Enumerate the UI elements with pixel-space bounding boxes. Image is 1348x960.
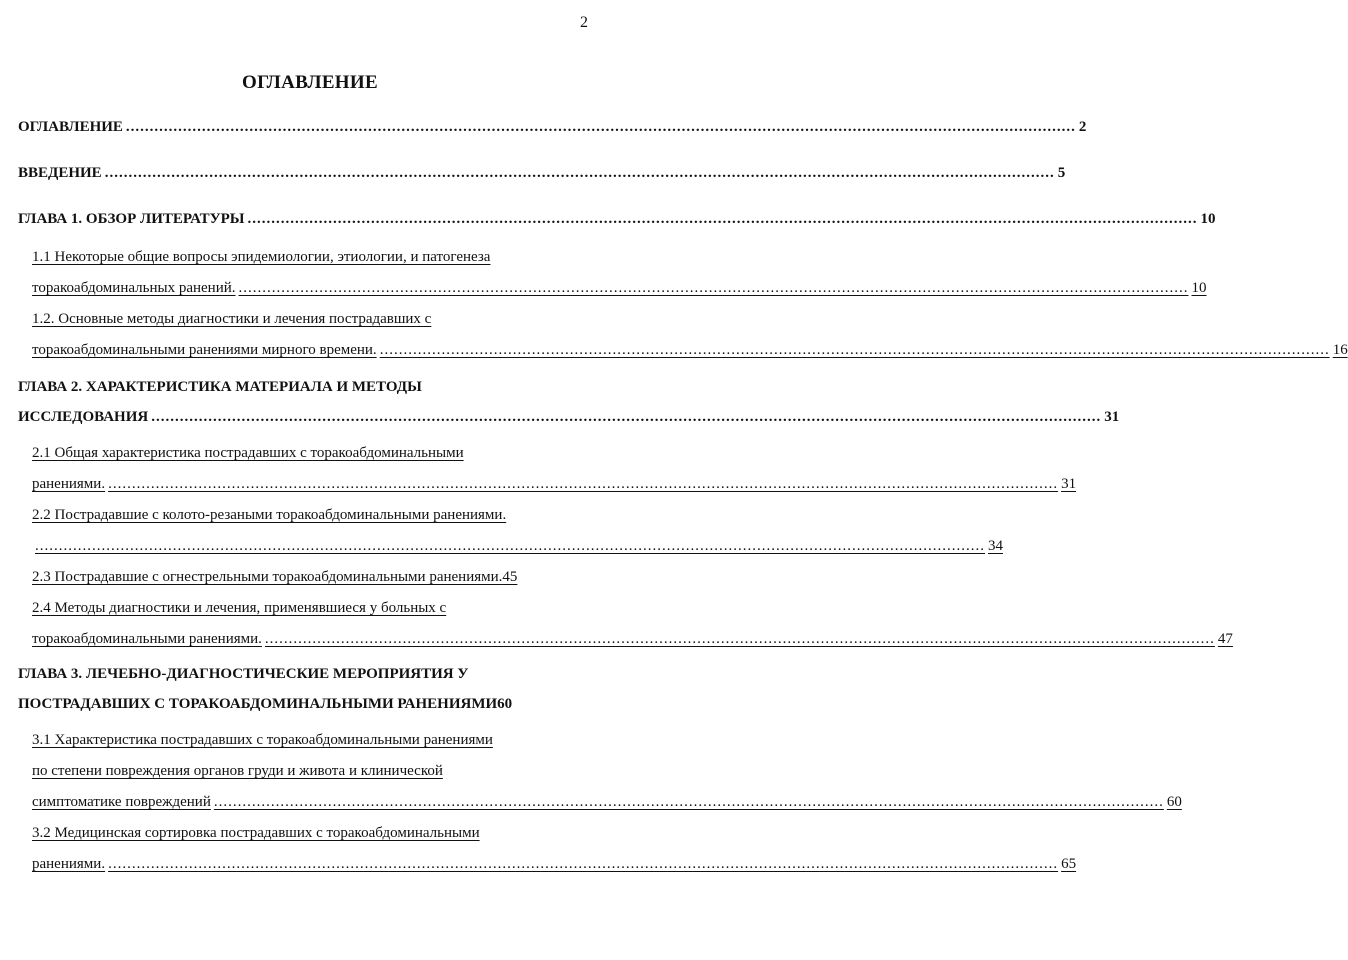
table-of-contents bbox=[0, 112, 1348, 880]
toc-entry-page: 47 bbox=[1217, 631, 1233, 647]
toc-entry-ch2[interactable] bbox=[18, 372, 1120, 432]
toc-entry-s2-2[interactable] bbox=[32, 500, 1003, 562]
toc-entry-title: торакоабдоминальных ранений. bbox=[32, 280, 236, 296]
toc-entry-page: 16 bbox=[1332, 342, 1348, 358]
dot-leader: ........................................................................................................................................................................................................ bbox=[379, 342, 1330, 358]
toc-entry-s2-1[interactable] bbox=[32, 438, 1077, 500]
dot-leader: ........................................................................................................................................................................................................ bbox=[264, 631, 1215, 647]
toc-entry-page: 5 bbox=[1057, 165, 1066, 181]
toc-entry-page: 31 bbox=[1061, 476, 1077, 492]
toc-entry-title: ранениями. bbox=[32, 476, 106, 492]
toc-entry-s2-4[interactable] bbox=[32, 593, 1233, 655]
toc-entry-line: 3.2 Медицинская сортировка пострадавших с торакоабдоминальными bbox=[32, 825, 480, 841]
toc-entry-leader-line bbox=[18, 158, 1066, 188]
toc-entry-page: 65 bbox=[1061, 856, 1077, 872]
toc-entry-line: ГЛАВА 3. ЛЕЧЕБНО-ДИАГНОСТИЧЕСКИЕ МЕРОПРИЯТИЯ У bbox=[18, 666, 469, 682]
toc-entry-title: ИССЛЕДОВАНИЯ bbox=[18, 409, 149, 425]
toc-entry-line: по степени повреждения органов груди и живота и клинической bbox=[32, 763, 443, 779]
toc-entry-leader-line bbox=[18, 112, 1087, 142]
toc-entry-s1-1[interactable] bbox=[32, 242, 1207, 304]
toc-entry-s3-1[interactable] bbox=[32, 725, 1182, 818]
toc-entry-leader-line bbox=[32, 469, 1077, 500]
toc-entry-line: 2.2 Пострадавшие с колото-резаными торакоабдоминальными ранениями. bbox=[32, 507, 507, 523]
dot-leader: ........................................................................................................................................................................................................ bbox=[104, 165, 1055, 181]
toc-entry-page: 10 bbox=[1200, 211, 1216, 227]
toc-entry-title: торакоабдоминальными ранениями. bbox=[32, 631, 262, 647]
toc-entry-leader-line bbox=[32, 562, 588, 593]
toc-entry-page: 31 bbox=[1104, 409, 1120, 425]
toc-entry-title: симптоматике повреждений bbox=[32, 794, 211, 810]
toc-entry-title: 2.3 Пострадавшие с огнестрельными торакоабдоминальными ранениями. bbox=[32, 569, 503, 585]
toc-entry-page: 2 bbox=[1078, 119, 1087, 135]
toc-entry-leader-line bbox=[32, 849, 1077, 880]
toc-entry-page: 45 bbox=[502, 569, 518, 585]
toc-entry-page: 34 bbox=[988, 538, 1003, 554]
toc-entry-ch3[interactable] bbox=[18, 659, 588, 719]
toc-entry-title: ПОСТРАДАВШИХ С ТОРАКОАБДОМИНАЛЬНЫМИ РАНЕНИЯМИ bbox=[18, 696, 498, 712]
toc-entry-intro[interactable] bbox=[18, 158, 1066, 188]
toc-title: ОГЛАВЛЕНИЕ bbox=[242, 72, 378, 93]
dot-leader: ........................................................................................................................................................................................................ bbox=[238, 280, 1189, 296]
dot-leader: ........................................................................................................................................................................................................ bbox=[108, 856, 1059, 872]
dot-leader: ........................................................................................................................................................................................................ bbox=[125, 119, 1076, 135]
toc-entry-line: 2.4 Методы диагностики и лечения, применявшиеся у больных с bbox=[32, 600, 447, 616]
toc-entry-title: ВВЕДЕНИЕ bbox=[18, 165, 102, 181]
toc-entry-s3-2[interactable] bbox=[32, 818, 1077, 880]
toc-entry-leader-line bbox=[18, 689, 588, 719]
toc-entry-leader-line bbox=[32, 787, 1182, 818]
toc-entry-leader-line bbox=[32, 624, 1233, 655]
toc-entry-leader-line bbox=[18, 402, 1120, 432]
toc-entry-toc[interactable] bbox=[18, 112, 1087, 142]
toc-entry-ch1[interactable] bbox=[18, 204, 1216, 234]
dot-leader: ........................................................................................................................................................................................................ bbox=[35, 538, 985, 554]
toc-entry-line: 2.1 Общая характеристика пострадавших с торакоабдоминальными bbox=[32, 445, 464, 461]
toc-entry-s2-3[interactable] bbox=[32, 562, 588, 593]
toc-entry-line: ГЛАВА 2. ХАРАКТЕРИСТИКА МАТЕРИАЛА И МЕТОДЫ bbox=[18, 379, 422, 395]
toc-entry-s1-2[interactable] bbox=[32, 304, 1348, 366]
toc-entry-page: 60 bbox=[497, 696, 513, 712]
toc-entry-leader-line bbox=[18, 204, 1216, 234]
toc-entry-line: 1.2. Основные методы диагностики и лечения пострадавших с bbox=[32, 311, 432, 327]
page-number: 2 bbox=[580, 14, 588, 31]
toc-entry-leader-line bbox=[32, 335, 1348, 366]
toc-entry-line: 3.1 Характеристика пострадавших с торакоабдоминальными ранениями bbox=[32, 732, 493, 748]
dot-leader: ........................................................................................................................................................................................................ bbox=[247, 211, 1198, 227]
dot-leader: ........................................................................................................................................................................................................ bbox=[213, 794, 1164, 810]
toc-entry-leader-line bbox=[32, 273, 1207, 304]
toc-entry-title: ОГЛАВЛЕНИЕ bbox=[18, 119, 123, 135]
toc-entry-page: 60 bbox=[1166, 794, 1182, 810]
dot-leader: ........................................................................................................................................................................................................ bbox=[108, 476, 1059, 492]
toc-entry-leader-line bbox=[32, 531, 1003, 562]
toc-entry-page: 10 bbox=[1191, 280, 1207, 296]
toc-entry-title: торакоабдоминальными ранениями мирного времени. bbox=[32, 342, 377, 358]
toc-entry-title: ГЛАВА 1. ОБЗОР ЛИТЕРАТУРЫ bbox=[18, 211, 245, 227]
dot-leader: ........................................................................................................................................................................................................ bbox=[151, 409, 1102, 425]
toc-entry-title: ранениями. bbox=[32, 856, 106, 872]
toc-entry-line: 1.1 Некоторые общие вопросы эпидемиологии, этиологии, и патогенеза bbox=[32, 249, 491, 265]
